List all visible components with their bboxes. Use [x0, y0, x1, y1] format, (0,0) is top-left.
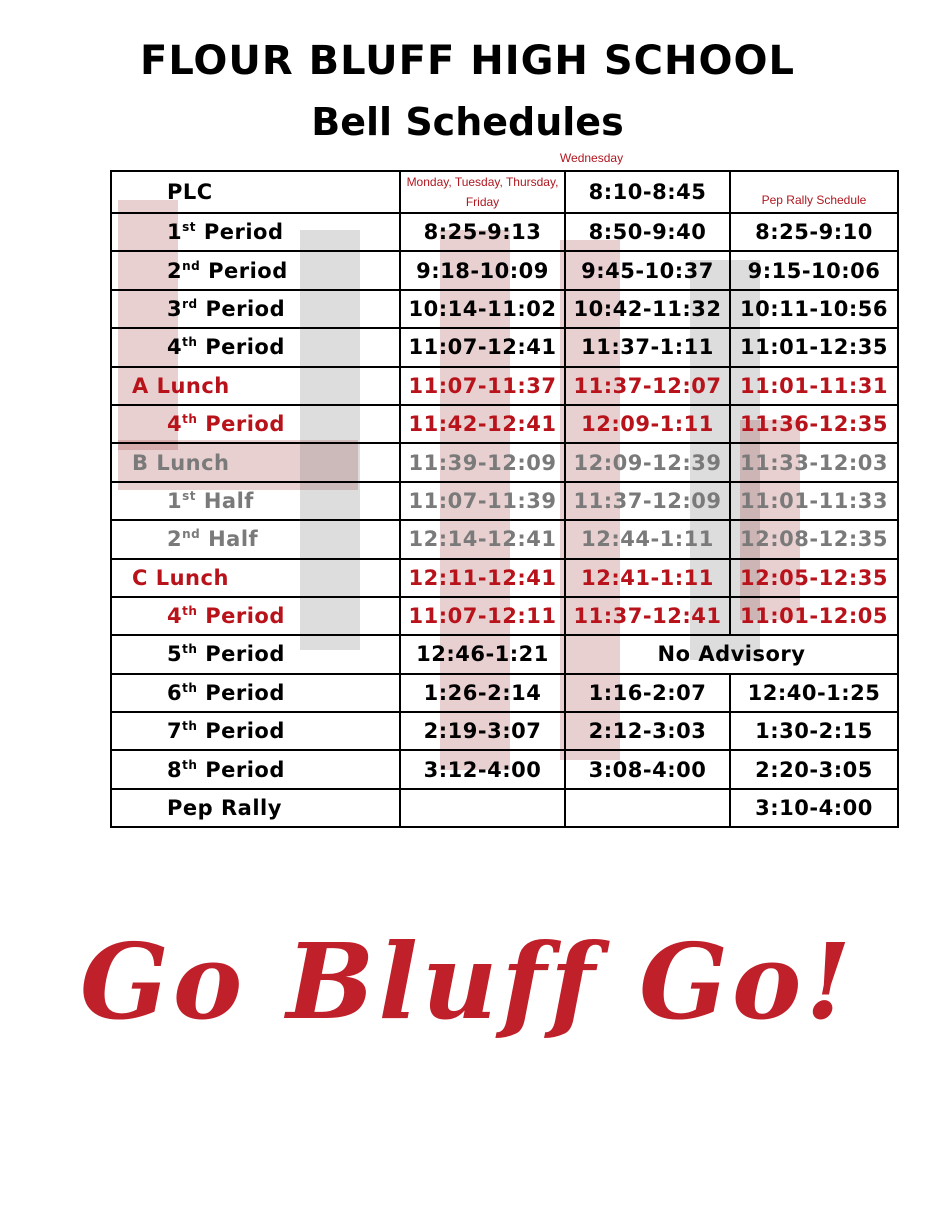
table-row [111, 750, 898, 788]
time-cell: 9:18-10:09 [400, 251, 565, 289]
time-cell: 12:14-12:41 [400, 520, 565, 558]
time-cell: 1:16-2:07 [565, 674, 730, 712]
table-row [111, 443, 898, 481]
label-suffix: th [182, 412, 198, 427]
time-cell: 12:05-12:35 [730, 559, 898, 597]
period-label [111, 171, 400, 213]
table-row [111, 674, 898, 712]
time-cell: 3:10-4:00 [730, 789, 898, 827]
time-cell: 11:01-12:35 [730, 328, 898, 366]
time-cell: 10:42-11:32 [565, 290, 730, 328]
label-suffix: th [182, 335, 198, 350]
label-text: 8 [167, 757, 183, 782]
time-cell: 2:20-3:05 [730, 750, 898, 788]
time-cell: 11:01-12:05 [730, 597, 898, 635]
time-cell [400, 789, 565, 827]
label-text: 7 [167, 719, 183, 744]
label-word: Period [197, 642, 285, 667]
time-cell: 1:30-2:15 [730, 712, 898, 750]
label-word: Period [196, 220, 284, 245]
time-cell: 12:09-12:39 [565, 443, 730, 481]
period-label [111, 520, 400, 558]
label-text: 4 [167, 604, 183, 629]
column-note-mon-tue-thu-fri: Monday, Tuesday, Thursday, Friday [400, 171, 565, 213]
time-cell: 2:12-3:03 [565, 712, 730, 750]
table-row [111, 328, 898, 366]
label-text: Pep Rally [167, 796, 282, 821]
label-word: Period [197, 335, 285, 360]
table-row [111, 171, 898, 213]
time-cell: 11:36-12:35 [730, 405, 898, 443]
label-word: Half [196, 488, 254, 513]
time-cell: 11:33-12:03 [730, 443, 898, 481]
label-text: 5 [167, 642, 183, 667]
table-row [111, 367, 898, 405]
label-text: B Lunch [132, 450, 230, 475]
label-text: C Lunch [132, 565, 229, 590]
label-suffix: th [182, 642, 198, 657]
time-cell: 12:40-1:25 [730, 674, 898, 712]
time-cell: 8:50-9:40 [565, 213, 730, 251]
table-row [111, 290, 898, 328]
period-label [111, 290, 400, 328]
label-suffix: th [182, 604, 198, 619]
label-suffix: th [182, 719, 198, 734]
time-cell: 11:01-11:33 [730, 482, 898, 520]
wednesday-note: Wednesday [559, 151, 624, 165]
period-label [111, 443, 400, 481]
time-cell: 9:45-10:37 [565, 251, 730, 289]
period-label [111, 213, 400, 251]
table-row [111, 789, 898, 827]
table-row [111, 597, 898, 635]
table-row [111, 482, 898, 520]
label-word: Period [197, 680, 285, 705]
time-cell: 11:39-12:09 [400, 443, 565, 481]
time-cell [565, 789, 730, 827]
period-label [111, 635, 400, 673]
bell-schedule-table [110, 170, 899, 828]
period-label [111, 328, 400, 366]
label-word: Period [200, 258, 288, 283]
label-suffix: nd [182, 527, 201, 542]
time-cell: 8:10-8:45 [565, 171, 730, 213]
period-label [111, 597, 400, 635]
label-text: 2 [167, 527, 183, 552]
table-row [111, 559, 898, 597]
time-cell: 12:11-12:41 [400, 559, 565, 597]
title: FLOUR BLUFF HIGH SCHOOL [140, 38, 795, 84]
label-text: 2 [167, 258, 183, 283]
period-label [111, 750, 400, 788]
time-cell: 11:07-12:11 [400, 597, 565, 635]
label-text: A Lunch [132, 373, 230, 398]
time-cell: 11:01-11:31 [730, 367, 898, 405]
time-cell: 9:15-10:06 [730, 251, 898, 289]
time-cell: 11:42-12:41 [400, 405, 565, 443]
period-label [111, 789, 400, 827]
time-cell: 11:37-1:11 [565, 328, 730, 366]
time-cell: No Advisory [565, 635, 898, 673]
label-text: 6 [167, 680, 183, 705]
label-text: PLC [167, 180, 213, 204]
time-cell: 3:08-4:00 [565, 750, 730, 788]
label-word: Period [197, 296, 286, 321]
table-row [111, 712, 898, 750]
period-label [111, 559, 400, 597]
label-suffix: nd [182, 258, 201, 273]
time-cell: 12:08-12:35 [730, 520, 898, 558]
table-row [111, 520, 898, 558]
time-cell: 10:14-11:02 [400, 290, 565, 328]
subtitle: Bell Schedules [311, 100, 624, 144]
time-cell: 11:07-12:41 [400, 328, 565, 366]
label-text: 1 [167, 220, 183, 245]
period-label [111, 712, 400, 750]
label-suffix: rd [182, 296, 198, 311]
label-suffix: th [182, 757, 198, 772]
period-label [111, 405, 400, 443]
time-cell: 11:37-12:07 [565, 367, 730, 405]
label-text: 4 [167, 335, 183, 360]
label-word: Period [197, 412, 285, 437]
time-cell: 3:12-4:00 [400, 750, 565, 788]
table-row [111, 213, 898, 251]
time-cell: 12:09-1:11 [565, 405, 730, 443]
label-word: Period [197, 757, 285, 782]
label-word: Period [197, 719, 285, 744]
time-cell: 12:46-1:21 [400, 635, 565, 673]
label-suffix: st [182, 488, 197, 503]
label-text: 1 [167, 488, 183, 513]
table-row [111, 251, 898, 289]
label-text: 4 [167, 412, 183, 437]
period-label [111, 482, 400, 520]
time-cell: 12:44-1:11 [565, 520, 730, 558]
label-text: 3 [167, 296, 183, 321]
time-cell: 11:37-12:41 [565, 597, 730, 635]
period-label [111, 367, 400, 405]
slogan: Go Bluff Go! [80, 920, 855, 1043]
time-cell: 11:37-12:09 [565, 482, 730, 520]
table-row [111, 635, 898, 673]
period-label [111, 251, 400, 289]
period-label [111, 674, 400, 712]
time-cell: 8:25-9:10 [730, 213, 898, 251]
time-cell: 10:11-10:56 [730, 290, 898, 328]
table-row [111, 405, 898, 443]
time-cell: 11:07-11:37 [400, 367, 565, 405]
time-cell: 8:25-9:13 [400, 213, 565, 251]
time-cell: 12:41-1:11 [565, 559, 730, 597]
time-cell: 2:19-3:07 [400, 712, 565, 750]
label-suffix: th [182, 680, 198, 695]
column-note-pep-rally: Pep Rally Schedule [730, 171, 898, 213]
label-word: Half [200, 527, 259, 552]
label-suffix: st [182, 220, 197, 235]
label-word: Period [197, 604, 285, 629]
time-cell: 11:07-11:39 [400, 482, 565, 520]
time-cell: 1:26-2:14 [400, 674, 565, 712]
